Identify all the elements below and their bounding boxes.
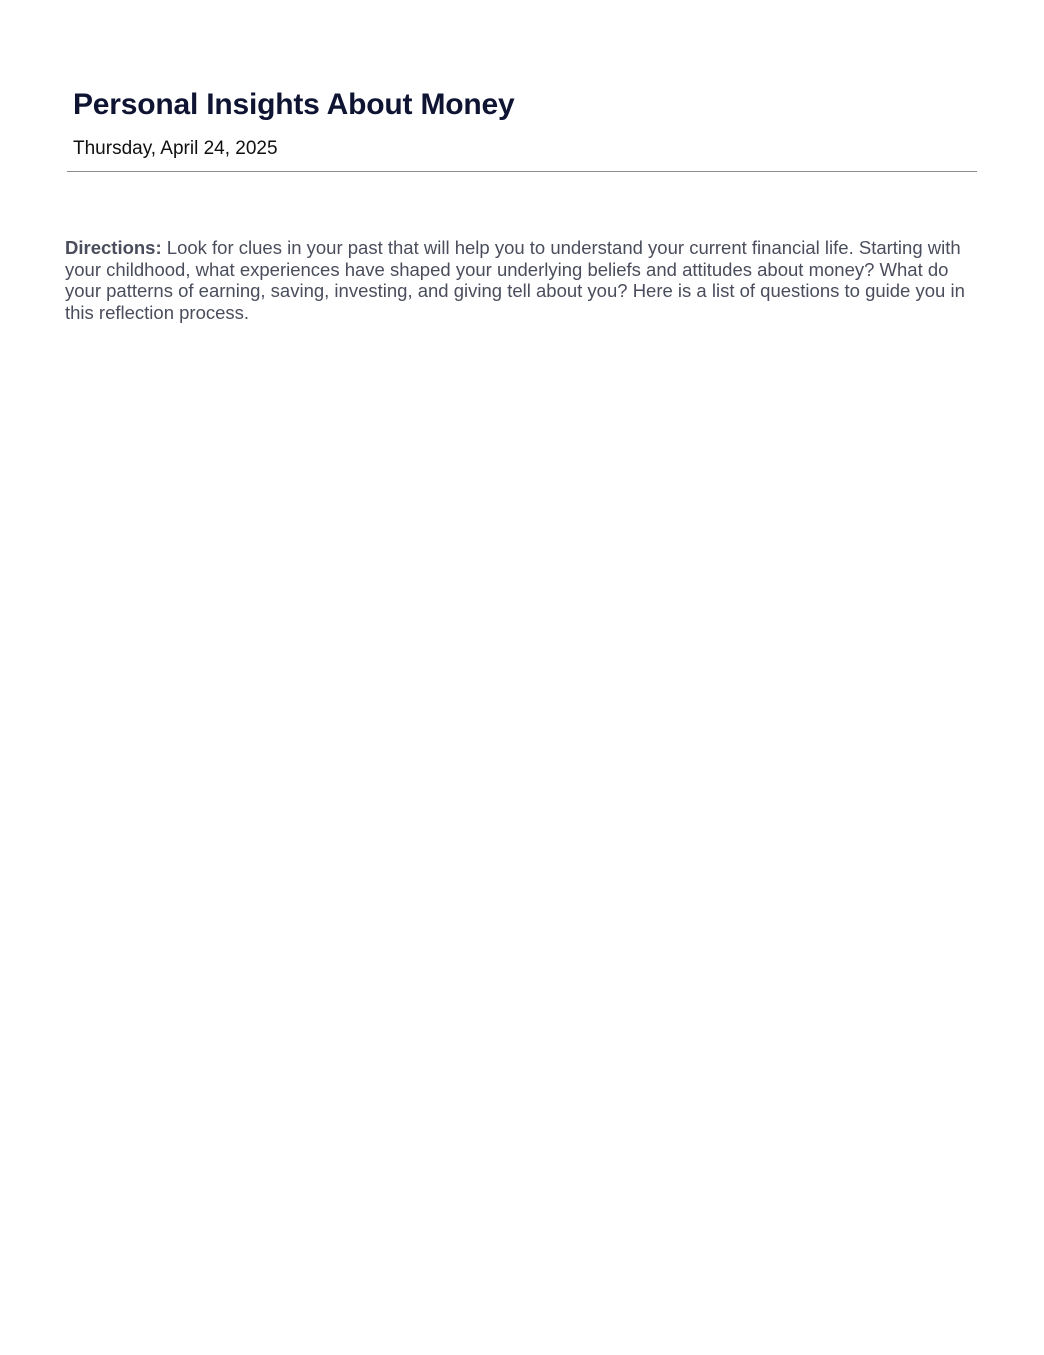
directions-paragraph [65, 237, 983, 323]
document-date: Thursday, April 24, 2025 [73, 138, 278, 159]
directions-label: Directions: [65, 237, 162, 258]
header-divider [67, 171, 977, 172]
document-header [67, 84, 977, 172]
page-title: Personal Insights About Money [73, 88, 515, 121]
directions-text: Look for clues in your past that will help you to understand your current financial life. Starting with your childhood, what experiences have shaped your underlying beliefs and attitudes about money? What do your patterns of earning, saving, investing, and giving tell about you? Here is a list of questions to guide you in this reflection process. [65, 237, 965, 323]
